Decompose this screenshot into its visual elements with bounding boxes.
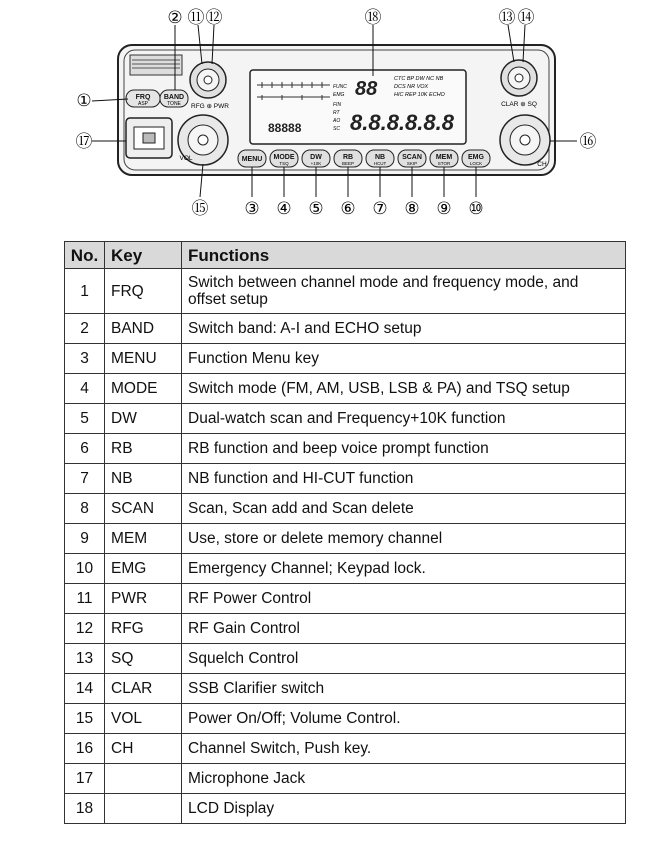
nb-button-label: NB [374, 154, 386, 161]
lcd-small-digits: 88888 [268, 121, 302, 135]
menu-button-label: MENU [241, 156, 263, 163]
header-key: Key [105, 242, 182, 269]
callout-16: ⑯ [579, 132, 597, 151]
row-no: 2 [65, 314, 105, 344]
callout-6: ⑥ [340, 199, 356, 218]
row-no: 15 [65, 704, 105, 734]
table-header-row [65, 242, 626, 269]
row-no: 4 [65, 374, 105, 404]
emg-button-sublabel: LOCK [469, 161, 483, 166]
row-no: 6 [65, 434, 105, 464]
top-left-slot [130, 55, 182, 75]
row-key: RFG [105, 614, 182, 644]
row-key: DW [105, 404, 182, 434]
lcd-left-func: FUNC [333, 84, 347, 90]
mode-button-sublabel: TSQ [279, 161, 289, 166]
row-no: 17 [65, 764, 105, 794]
row-key: EMG [105, 554, 182, 584]
row-key: NB [105, 464, 182, 494]
row-function: Scan, Scan add and Scan delete [182, 494, 626, 524]
row-key: SCAN [105, 494, 182, 524]
scan-button-sublabel: SKIP [406, 161, 418, 166]
row-no: 11 [65, 584, 105, 614]
row-no: 13 [65, 644, 105, 674]
nb-button-sublabel: HCUT [373, 161, 387, 166]
row-key: CLAR [105, 674, 182, 704]
row-function: RF Power Control [182, 584, 626, 614]
callout-15: ⑮ [191, 199, 209, 218]
dw-button-label: DW [310, 154, 322, 161]
callout-10: ⑩ [468, 199, 484, 218]
row-key: BAND [105, 314, 182, 344]
row-function: Switch band: A-I and ECHO setup [182, 314, 626, 344]
table-row [65, 374, 626, 404]
row-no: 9 [65, 524, 105, 554]
table-row [65, 704, 626, 734]
table-row [65, 314, 626, 344]
row-function: Function Menu key [182, 344, 626, 374]
row-no: 14 [65, 674, 105, 704]
row-key: MEM [105, 524, 182, 554]
table-row [65, 554, 626, 584]
callout-14: ⑭ [517, 8, 535, 27]
row-function: LCD Display [182, 794, 626, 824]
table-row [65, 524, 626, 554]
row-key: PWR [105, 584, 182, 614]
row-no: 3 [65, 344, 105, 374]
callout-17: ⑰ [75, 132, 93, 151]
callout-12: ⑫ [205, 8, 223, 27]
header-no: No. [65, 242, 105, 269]
row-no: 16 [65, 734, 105, 764]
lcd-frequency-digits: 8.8.8.8.8.8 [350, 110, 454, 135]
table-row [65, 404, 626, 434]
callout-9: ⑨ [436, 199, 452, 218]
row-key: MENU [105, 344, 182, 374]
emg-button-label: EMG [468, 154, 484, 161]
row-no: 7 [65, 464, 105, 494]
vol-label: VOL [179, 155, 193, 162]
lcd-left-sc: SC [333, 126, 340, 132]
band-button-sublabel: TONE [167, 101, 181, 107]
table-row [65, 764, 626, 794]
table-row [65, 464, 626, 494]
table-row [65, 269, 626, 314]
key-functions-table [64, 241, 626, 824]
table-row [65, 794, 626, 824]
header-functions: Functions [182, 242, 626, 269]
row-function: RB function and beep voice prompt function [182, 434, 626, 464]
lcd-left-rt: RT [333, 110, 340, 116]
row-function: Dual-watch scan and Frequency+10K function [182, 404, 626, 434]
row-function: Use, store or delete memory channel [182, 524, 626, 554]
lcd-annunciators-3: HIC REP 10K ECHO [394, 92, 445, 98]
mem-button-label: MEM [435, 154, 453, 161]
row-key [105, 764, 182, 794]
table-row [65, 344, 626, 374]
row-key [105, 794, 182, 824]
table-row [65, 644, 626, 674]
table-row [65, 584, 626, 614]
row-function: Switch mode (FM, AM, USB, LSB & PA) and TSQ setup [182, 374, 626, 404]
callout-8: ⑧ [404, 199, 420, 218]
lcd-left-ao: AO [333, 118, 341, 124]
row-function: Microphone Jack [182, 764, 626, 794]
row-no: 18 [65, 794, 105, 824]
rfg-pwr-label: RFG ⊕ PWR [191, 103, 229, 110]
row-no: 5 [65, 404, 105, 434]
rb-button-sublabel: BEEP [341, 161, 355, 166]
table-row [65, 734, 626, 764]
scan-button-label: SCAN [402, 154, 422, 161]
table-row [65, 614, 626, 644]
callout-18: ⑱ [364, 8, 382, 27]
row-key: VOL [105, 704, 182, 734]
band-button-label: BAND [163, 94, 185, 101]
lcd-annunciators-1: CTC BP DW NC NB [394, 76, 444, 82]
table-row [65, 434, 626, 464]
row-key: MODE [105, 374, 182, 404]
row-function: NB function and HI-CUT function [182, 464, 626, 494]
frq-button-sublabel: ASP [137, 101, 149, 107]
callout-4: ④ [276, 199, 292, 218]
row-function: Emergency Channel; Keypad lock. [182, 554, 626, 584]
dw-button-sublabel: +10K [310, 161, 322, 166]
row-key: SQ [105, 644, 182, 674]
lcd-left-fin: FIN [333, 102, 342, 108]
callout-13: ⑬ [498, 8, 516, 27]
callout-11: ⑪ [187, 8, 205, 27]
row-function: Squelch Control [182, 644, 626, 674]
table-row [65, 674, 626, 704]
callout-7: ⑦ [372, 199, 388, 218]
lcd-left-emg: EMG [333, 92, 345, 98]
row-no: 12 [65, 614, 105, 644]
radio-front-panel-diagram [0, 0, 667, 230]
row-function: Switch between channel mode and frequency mode, and offset setup [182, 269, 626, 314]
row-no: 10 [65, 554, 105, 584]
table-row [65, 494, 626, 524]
lcd-annunciators-2: DCS NR VOX [394, 84, 429, 90]
mem-button-sublabel: STOR [437, 161, 451, 166]
frq-button-label: FRQ [135, 94, 151, 101]
ch-label: CH [537, 161, 547, 168]
callout-1: ① [76, 91, 92, 110]
clar-sq-label: CLAR ⊕ SQ [501, 101, 537, 108]
row-key: FRQ [105, 269, 182, 314]
lcd-channel-digits: 88 [355, 78, 378, 100]
row-key: RB [105, 434, 182, 464]
row-function: Channel Switch, Push key. [182, 734, 626, 764]
mode-button-label: MODE [273, 154, 295, 161]
callout-3: ③ [244, 199, 260, 218]
row-function: Power On/Off; Volume Control. [182, 704, 626, 734]
callout-2: ② [167, 8, 183, 27]
row-function: SSB Clarifier switch [182, 674, 626, 704]
row-function: RF Gain Control [182, 614, 626, 644]
row-key: CH [105, 734, 182, 764]
callout-5: ⑤ [308, 199, 324, 218]
row-no: 8 [65, 494, 105, 524]
row-no: 1 [65, 269, 105, 314]
rb-button-label: RB [342, 154, 354, 161]
